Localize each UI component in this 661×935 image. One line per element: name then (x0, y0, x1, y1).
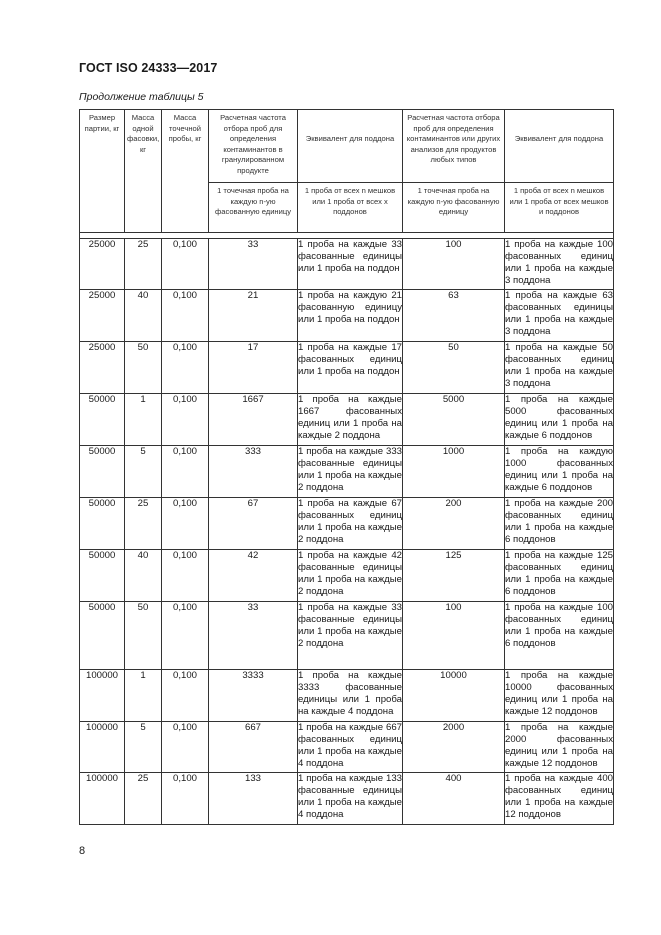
cell-unit-mass: 1 (125, 670, 162, 722)
cell-point-sample-mass: 0,100 (162, 290, 209, 342)
cell-freq-other: 10000 (403, 670, 505, 722)
cell-unit-mass: 25 (125, 773, 162, 825)
sampling-table (79, 109, 614, 825)
cell-equiv-contaminants: 1 проба на каждую 21 фасованную единицу или 1 проба на поддон (298, 290, 403, 342)
cell-unit-mass: 1 (125, 394, 162, 446)
cell-freq-contaminants: 333 (209, 446, 298, 498)
cell-equiv-other: 1 проба на каждые 100 фасованных единиц или 1 проба на каждые 6 поддонов (505, 602, 614, 670)
cell-equiv-other: 1 проба на каждые 10000 фасованных единиц или 1 проба на каждые 12 поддонов (505, 670, 614, 722)
table-row (80, 773, 614, 825)
cell-freq-other: 125 (403, 550, 505, 602)
cell-freq-contaminants: 42 (209, 550, 298, 602)
cell-freq-contaminants: 33 (209, 602, 298, 670)
cell-lot-size: 100000 (80, 722, 125, 773)
cell-equiv-other: 1 проба на каждые 100 фасованных единиц или 1 проба на каждые 3 поддона (505, 239, 614, 290)
cell-equiv-contaminants: 1 проба на каждые 333 фасованные единицы или 1 проба на каждые 2 поддона (298, 446, 403, 498)
subheader-equiv-other: 1 проба от всех n мешков или 1 проба от всех мешков и поддонов (505, 183, 614, 233)
table-row (80, 290, 614, 342)
cell-freq-other: 100 (403, 239, 505, 290)
cell-point-sample-mass: 0,100 (162, 446, 209, 498)
cell-freq-contaminants: 21 (209, 290, 298, 342)
cell-equiv-contaminants: 1 проба на каждые 17 фасованных единиц или 1 проба на поддон (298, 342, 403, 394)
cell-point-sample-mass: 0,100 (162, 670, 209, 722)
cell-equiv-other: 1 проба на каждые 400 фасованных единиц или 1 проба на каждые 12 поддонов (505, 773, 614, 825)
table-row (80, 670, 614, 722)
cell-point-sample-mass: 0,100 (162, 342, 209, 394)
cell-equiv-other: 1 проба на каждую 1000 фасованных единиц или 1 проба на каждые 6 поддонов (505, 446, 614, 498)
cell-equiv-other: 1 проба на каждые 63 фасованных единицы или 1 проба на каждые 3 поддона (505, 290, 614, 342)
header-equiv-contaminants: Эквивалент для поддона (298, 110, 403, 183)
table-row (80, 239, 614, 290)
cell-freq-contaminants: 17 (209, 342, 298, 394)
cell-point-sample-mass: 0,100 (162, 550, 209, 602)
table-row (80, 550, 614, 602)
cell-freq-other: 100 (403, 602, 505, 670)
table-row (80, 602, 614, 670)
header-equiv-other: Эквивалент для поддона (505, 110, 614, 183)
page-number: 8 (79, 845, 86, 857)
cell-freq-contaminants: 667 (209, 722, 298, 773)
cell-lot-size: 50000 (80, 446, 125, 498)
header-freq-other: Расчетная частота отбора проб для определения контаминантов или других анализов для продуктов любых типов (403, 110, 505, 183)
cell-lot-size: 25000 (80, 239, 125, 290)
cell-freq-other: 400 (403, 773, 505, 825)
cell-equiv-contaminants: 1 проба на каждые 1667 фасованных единиц или 1 проба на каждые 2 поддона (298, 394, 403, 446)
cell-freq-contaminants: 3333 (209, 670, 298, 722)
table-row (80, 394, 614, 446)
cell-freq-contaminants: 1667 (209, 394, 298, 446)
cell-equiv-contaminants: 1 проба на каждые 667 фасованных единиц или 1 проба на каждые 4 поддона (298, 722, 403, 773)
cell-lot-size: 50000 (80, 602, 125, 670)
cell-freq-other: 2000 (403, 722, 505, 773)
cell-equiv-other: 1 проба на каждые 125 фасованных единиц или 1 проба на каждые 6 поддонов (505, 550, 614, 602)
cell-point-sample-mass: 0,100 (162, 722, 209, 773)
cell-equiv-other: 1 проба на каждые 50 фасованных единиц или 1 проба на каждые 3 поддона (505, 342, 614, 394)
cell-lot-size: 100000 (80, 773, 125, 825)
cell-point-sample-mass: 0,100 (162, 239, 209, 290)
cell-freq-other: 200 (403, 498, 505, 550)
cell-unit-mass: 25 (125, 239, 162, 290)
cell-unit-mass: 50 (125, 602, 162, 670)
cell-point-sample-mass: 0,100 (162, 394, 209, 446)
header-freq-contaminants: Расчетная частота отбора проб для определения контаминантов в гранулированном продукте (209, 110, 298, 183)
table-row (80, 722, 614, 773)
cell-unit-mass: 40 (125, 550, 162, 602)
cell-equiv-contaminants: 1 проба на каждые 3333 фасованные единицы или 1 проба на каждые 4 поддона (298, 670, 403, 722)
document-title: ГОСТ ISO 24333—2017 (79, 61, 218, 75)
cell-lot-size: 25000 (80, 342, 125, 394)
subheader-freq-other: 1 точечная проба на каждую n-ую фасованную единицу (403, 183, 505, 233)
cell-point-sample-mass: 0,100 (162, 498, 209, 550)
table-caption: Продолжение таблицы 5 (79, 91, 204, 103)
table-row (80, 342, 614, 394)
cell-point-sample-mass: 0,100 (162, 773, 209, 825)
cell-equiv-other: 1 проба на каждые 200 фасованных единиц или 1 проба на каждые 6 поддонов (505, 498, 614, 550)
cell-unit-mass: 40 (125, 290, 162, 342)
cell-equiv-contaminants: 1 проба на каждые 133 фасованные единицы или 1 проба на каждые 4 поддона (298, 773, 403, 825)
cell-lot-size: 100000 (80, 670, 125, 722)
cell-equiv-other: 1 проба на каждые 5000 фасованных единиц или 1 проба на каждые 6 поддонов (505, 394, 614, 446)
cell-freq-other: 63 (403, 290, 505, 342)
cell-equiv-contaminants: 1 проба на каждые 33 фасованные единицы или 1 проба на каждые 2 поддона (298, 602, 403, 670)
cell-unit-mass: 25 (125, 498, 162, 550)
cell-equiv-contaminants: 1 проба на каждые 67 фасованных единиц или 1 проба на каждые 2 поддона (298, 498, 403, 550)
table-row (80, 446, 614, 498)
cell-freq-contaminants: 133 (209, 773, 298, 825)
cell-equiv-other: 1 проба на каждые 2000 фасованных единиц или 1 проба на каждые 12 поддонов (505, 722, 614, 773)
cell-freq-contaminants: 67 (209, 498, 298, 550)
header-point-sample-mass: Масса точечной пробы, кг (162, 110, 209, 233)
cell-lot-size: 25000 (80, 290, 125, 342)
subheader-freq-contaminants: 1 точечная проба на каждую n-ую фасованную единицу (209, 183, 298, 233)
cell-unit-mass: 5 (125, 722, 162, 773)
cell-equiv-contaminants: 1 проба на каждые 33 фасованные единицы или 1 проба на поддон (298, 239, 403, 290)
cell-lot-size: 50000 (80, 550, 125, 602)
cell-lot-size: 50000 (80, 394, 125, 446)
header-unit-mass: Масса одной фасовки, кг (125, 110, 162, 233)
table-row (80, 498, 614, 550)
cell-lot-size: 50000 (80, 498, 125, 550)
cell-equiv-contaminants: 1 проба на каждые 42 фасованные единицы или 1 проба на каждые 2 поддона (298, 550, 403, 602)
cell-freq-other: 50 (403, 342, 505, 394)
cell-unit-mass: 50 (125, 342, 162, 394)
cell-point-sample-mass: 0,100 (162, 602, 209, 670)
cell-unit-mass: 5 (125, 446, 162, 498)
subheader-equiv-contaminants: 1 проба от всех n мешков или 1 проба от всех х поддонов (298, 183, 403, 233)
header-lot-size: Размер партии, кг (80, 110, 125, 233)
cell-freq-other: 1000 (403, 446, 505, 498)
cell-freq-contaminants: 33 (209, 239, 298, 290)
cell-freq-other: 5000 (403, 394, 505, 446)
